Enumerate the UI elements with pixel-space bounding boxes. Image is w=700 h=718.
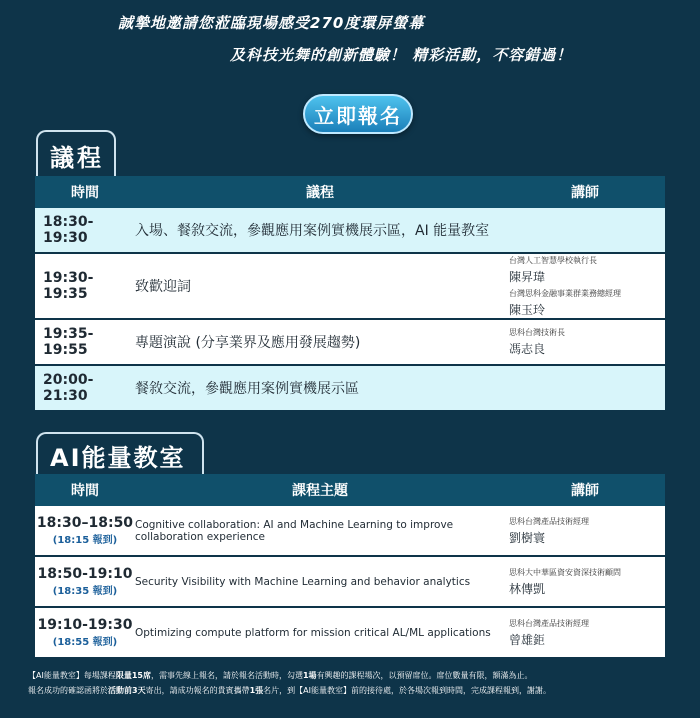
footer-text: ，需事先線上報名，請於報名活動時，勾選 (150, 671, 303, 680)
speaker-title: 台灣思科金融事業群業務總經理 (509, 288, 621, 298)
speaker-cell (505, 255, 665, 318)
header-time: 時間 (71, 185, 99, 201)
checkin-time: (18:55 報到) (52, 637, 118, 648)
row-topic: Optimizing compute platform for mission critical AL/ML applications (135, 626, 491, 639)
table-row (35, 608, 665, 659)
speaker-title: 思科台灣技術長 (509, 328, 565, 337)
ai-table-header (35, 474, 665, 506)
table-row (35, 254, 665, 320)
agenda-section-title: 議程 (36, 130, 116, 178)
footer-highlight: 活動前3天 (108, 686, 146, 695)
checkin-time: (18:35 報到) (52, 586, 118, 597)
table-row (35, 208, 665, 254)
footer-text: 名片，到【AI能量教室】前的接待處，於各場次報到時間，完成課程報到，謝謝。 (263, 686, 551, 695)
table-row (35, 506, 665, 557)
speaker-name: 馮志良 (509, 342, 546, 356)
speaker-name: 曾雄鉅 (509, 632, 546, 647)
speaker-cell (505, 618, 665, 648)
speaker-name: 林傳凱 (509, 581, 546, 596)
header-speaker: 講師 (571, 483, 599, 499)
agenda-table-header (35, 176, 665, 208)
header-speaker: 講師 (571, 185, 599, 201)
row-topic: 餐敘交流，參觀應用案例實機展示區 (135, 381, 359, 397)
row-time: 18:30–18:50 (36, 515, 134, 531)
speaker-cell (505, 516, 665, 546)
row-topic: 入場、餐敘交流，參觀應用案例實機展示區，AI 能量教室 (135, 223, 490, 239)
speaker-title: 思科台灣產品技術經理 (509, 516, 589, 526)
footer-line-2 (28, 683, 678, 698)
footer-text: 有興趣的課程場次，以預留席位。席位數量有限，額滿為止。 (316, 671, 533, 680)
footer-highlight: 1場 (302, 671, 317, 680)
register-button[interactable]: 立即報名 (303, 94, 413, 134)
header-topic: 課程主題 (292, 483, 348, 499)
speaker-title: 台灣人工智慧學校執行長 (509, 255, 597, 265)
time-cell (35, 566, 135, 597)
speaker-title: 思科大中華區資安資深技術顧問 (509, 567, 621, 577)
header-time: 時間 (71, 483, 99, 499)
row-time: 19:10-19:30 (37, 617, 133, 633)
table-row (35, 557, 665, 608)
agenda-table (35, 176, 665, 412)
footer-text: 【AI能量教室】每場課程 (28, 671, 116, 680)
table-row (35, 320, 665, 366)
row-time: 18:30-19:30 (43, 214, 94, 246)
time-cell (35, 617, 135, 648)
ai-section-title: AI能量教室 (36, 432, 204, 476)
footer-line-1 (28, 668, 678, 683)
row-topic: Cognitive collaboration: AI and Machine Learning to improve collaboration experience (135, 518, 454, 543)
time-cell (35, 515, 135, 546)
footer-highlight: 限量15席 (115, 671, 151, 680)
invite-line-2: 及科技光舞的創新體驗！ 精彩活動，不容錯過！ (230, 46, 573, 64)
ai-classroom-table (35, 474, 665, 659)
row-time: 19:35-19:55 (43, 326, 94, 358)
row-time: 18:50-19:10 (37, 566, 133, 582)
footer-note (28, 668, 678, 698)
row-time: 19:30-19:35 (43, 270, 94, 302)
checkin-time: (18:15 報到) (52, 535, 118, 546)
invite-line-1: 誠摯地邀請您蒞臨現場感受270度環屏螢幕 (118, 14, 425, 32)
header-topic: 議程 (306, 185, 334, 201)
row-topic: 致歡迎詞 (135, 279, 191, 295)
speaker-name: 劉樹寰 (509, 530, 546, 545)
row-time: 20:00-21:30 (43, 372, 94, 404)
speaker-cell (505, 567, 665, 597)
row-topic: 專題演說 (分享業界及應用發展趨勢) (135, 335, 361, 351)
table-row (35, 366, 665, 412)
footer-highlight: 1張 (249, 686, 264, 695)
footer-text: 寄出，請成功報名的貴賓攜帶 (145, 686, 250, 695)
row-topic: Security Visibility with Machine Learning and behavior analytics (135, 575, 471, 588)
speaker-name: 陳玉玲 (509, 302, 546, 317)
speaker-cell (505, 327, 665, 357)
footer-text: 報名成功的確認函將於 (28, 686, 108, 695)
speaker-name: 陳昇瑋 (509, 269, 546, 284)
speaker-title: 思科台灣產品技術經理 (509, 618, 589, 628)
